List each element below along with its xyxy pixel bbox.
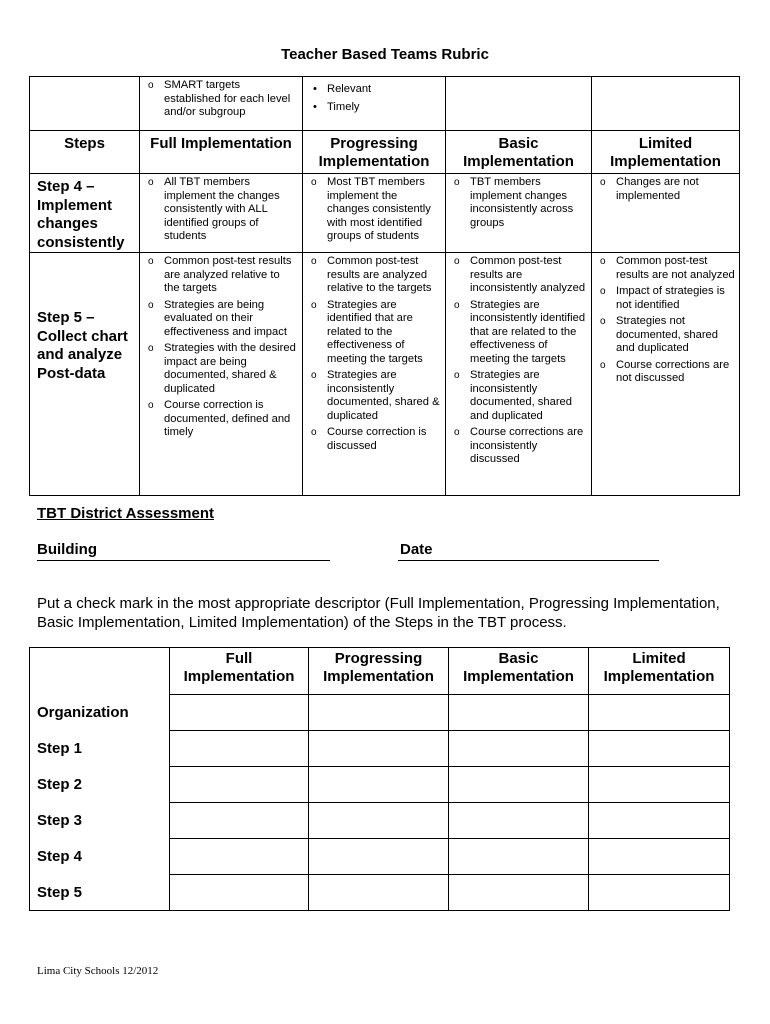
check-cell[interactable] (170, 731, 309, 767)
check-cell[interactable] (449, 731, 589, 767)
check-cell[interactable] (449, 839, 589, 875)
list-item: • Timely (311, 98, 441, 116)
footer-text: Lima City Schools 12/2012 (37, 965, 159, 977)
list-item: o Strategies are being evaluated on their effectiveness and impact (148, 299, 298, 340)
assessment-row-step5 (30, 875, 730, 911)
check-cell[interactable] (170, 803, 309, 839)
header-basic: Basic Implementation (446, 131, 592, 174)
step4-progressing-list (303, 174, 445, 249)
check-cell[interactable] (589, 767, 730, 803)
rubric-row-step4 (30, 174, 740, 253)
date-label: Date (400, 541, 433, 558)
list-item: o Course corrections are not discussed (600, 359, 735, 386)
rubric-header-row (30, 131, 740, 174)
check-cell[interactable] (309, 875, 449, 911)
rubric-top-row (30, 77, 740, 131)
check-cell[interactable] (309, 695, 449, 731)
header-limited: Limited Implementation (592, 131, 740, 174)
header-progressing: Progressing Implementation (303, 131, 446, 174)
top-full-list (140, 77, 302, 125)
list-item: o Strategies are inconsistently identified that are related to the effectiveness of meeting the targets (454, 299, 587, 367)
list-item: o All TBT members implement the changes consistently with ALL identified groups of students (148, 176, 298, 244)
top-progressing-cell (303, 77, 446, 131)
list-item: o Most TBT members implement the changes consistently with most identified groups of students (311, 176, 441, 244)
check-cell[interactable] (449, 695, 589, 731)
row-label: Step 4 (30, 839, 170, 875)
list-item: o TBT members implement changes inconsistently across groups (454, 176, 587, 230)
district-heading: TBT District Assessment (37, 505, 214, 522)
list-item: o Course correction is documented, defined and timely (148, 399, 298, 440)
list-item: • Relevant (311, 80, 441, 98)
assessment-header-row (30, 648, 730, 695)
list-item: o Strategies with the desired impact are being documented, shared & duplicated (148, 342, 298, 396)
check-cell[interactable] (309, 731, 449, 767)
page-title: Teacher Based Teams Rubric (281, 46, 489, 63)
list-item: o Strategies not documented, shared and duplicated (600, 315, 735, 356)
list-item: o Changes are not implemented (600, 176, 735, 203)
rubric-row-step5 (30, 253, 740, 496)
step4-full-list (140, 174, 302, 249)
step4-name: Step 4 – Implement changes consistently (37, 178, 125, 251)
row-label: Step 5 (30, 875, 170, 911)
assessment-row-organization (30, 695, 730, 731)
check-cell[interactable] (309, 803, 449, 839)
empty-cell (446, 77, 592, 131)
check-cell[interactable] (449, 875, 589, 911)
building-label: Building (37, 541, 97, 558)
col-full: Full Implementation (170, 648, 309, 695)
header-steps: Steps (30, 131, 140, 174)
step4-basic-list (446, 174, 591, 235)
check-cell[interactable] (589, 839, 730, 875)
check-cell[interactable] (449, 803, 589, 839)
building-field[interactable] (37, 544, 330, 561)
step4-limited-list (592, 174, 739, 208)
list-item: o Course corrections are inconsistently discussed (454, 426, 587, 467)
top-full-cell (140, 77, 303, 131)
check-cell[interactable] (170, 767, 309, 803)
top-progressing-list (303, 77, 445, 118)
rubric-table (29, 76, 740, 496)
row-label: Step 3 (30, 803, 170, 839)
row-label: Step 2 (30, 767, 170, 803)
step5-basic-list (446, 253, 591, 472)
list-item: o Common post-test results are not analyzed (600, 255, 735, 282)
list-item: o Strategies are inconsistently documented, shared & duplicated (311, 369, 441, 423)
check-cell[interactable] (309, 767, 449, 803)
check-cell[interactable] (170, 875, 309, 911)
check-cell[interactable] (170, 839, 309, 875)
empty-cell (30, 648, 170, 695)
step5-progressing-list (303, 253, 445, 458)
check-cell[interactable] (589, 731, 730, 767)
header-full: Full Implementation (140, 131, 303, 174)
assessment-row-step3 (30, 803, 730, 839)
col-progressing: Progressing Implementation (309, 648, 449, 695)
check-cell[interactable] (589, 875, 730, 911)
check-cell[interactable] (589, 803, 730, 839)
assessment-row-step1 (30, 731, 730, 767)
col-limited: Limited Implementation (589, 648, 730, 695)
check-cell[interactable] (589, 695, 730, 731)
list-item: o Strategies are inconsistently documented, shared and duplicated (454, 369, 587, 423)
assessment-row-step4 (30, 839, 730, 875)
check-cell[interactable] (170, 695, 309, 731)
list-item: o Common post-test results are analyzed relative to the targets (311, 255, 441, 296)
assessment-row-step2 (30, 767, 730, 803)
list-item: o Strategies are identified that are related to the effectiveness of meeting the targets (311, 299, 441, 367)
list-item: o Impact of strategies is not identified (600, 285, 735, 312)
row-label: Organization (30, 695, 170, 731)
col-basic: Basic Implementation (449, 648, 589, 695)
empty-cell (592, 77, 740, 131)
step5-name: Step 5 – Collect chart and analyze Post-data (37, 309, 128, 382)
assessment-table (29, 647, 730, 911)
check-cell[interactable] (309, 839, 449, 875)
list-item: o Common post-test results are inconsistently analyzed (454, 255, 587, 296)
check-cell[interactable] (449, 767, 589, 803)
list-item: o Course correction is discussed (311, 426, 441, 453)
list-item: o SMART targets established for each level and/or subgroup (148, 79, 298, 120)
row-label: Step 1 (30, 731, 170, 767)
instructions: Put a check mark in the most appropriate descriptor (Full Implementation, Progressing Implementation, Basic Implementation, Limited Implementation) of the Steps in the TBT process. (37, 595, 720, 631)
step5-limited-list (592, 253, 739, 391)
date-field[interactable] (398, 544, 659, 561)
step5-full-list (140, 253, 302, 445)
list-item: o Common post-test results are analyzed relative to the targets (148, 255, 298, 296)
empty-cell (30, 77, 140, 131)
